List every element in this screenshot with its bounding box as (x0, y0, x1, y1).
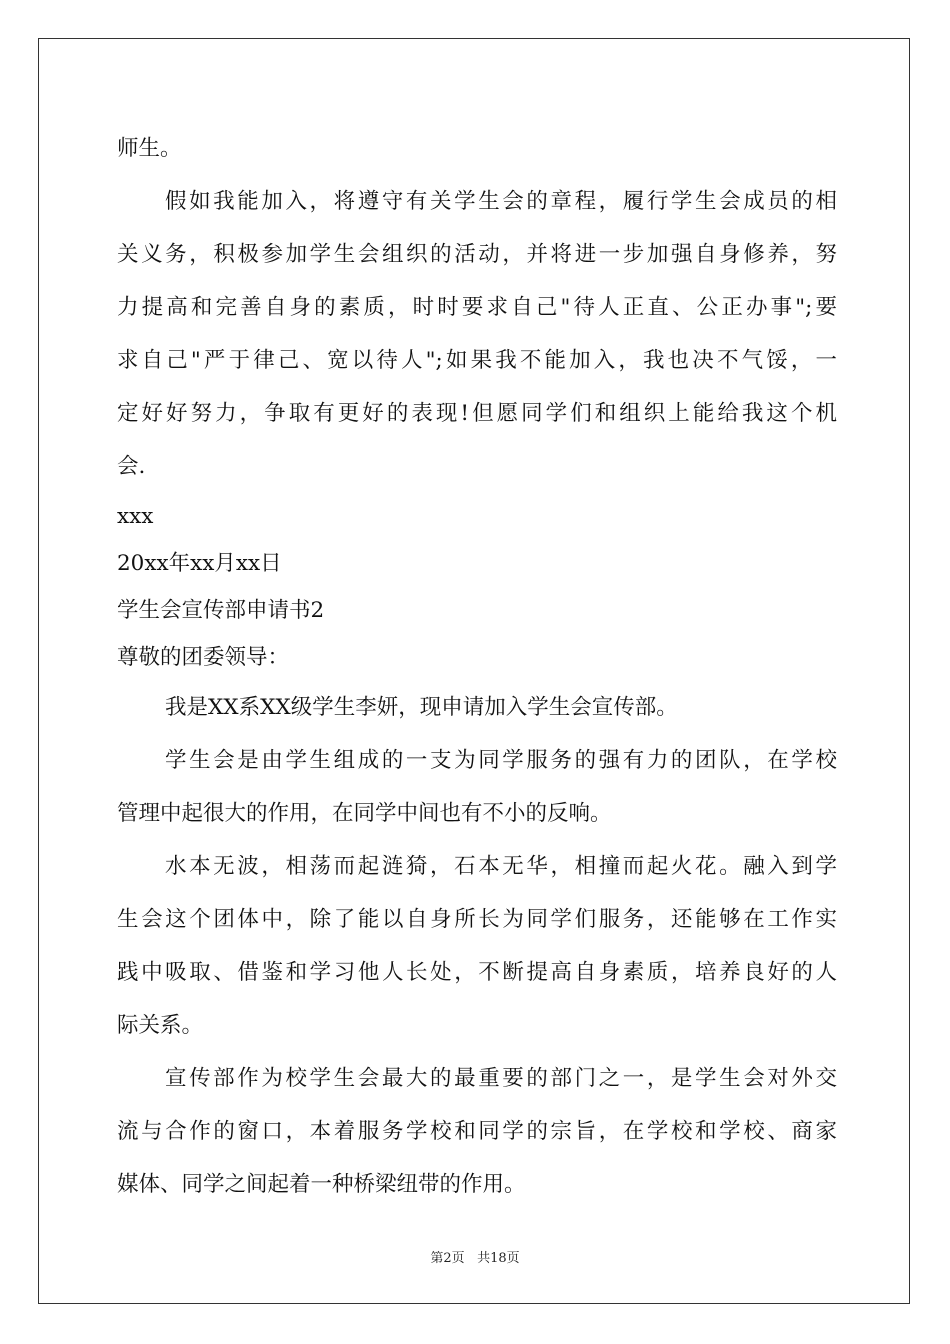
text-line: 学生会宣传部申请书2 (117, 598, 325, 623)
text-line: 定好好努力，争取有更好的表现!但愿同学们和组织上能给我这个机 (117, 401, 837, 426)
text-line: 会. (117, 454, 146, 479)
page-number: 第2页 (430, 1251, 465, 1266)
text-line: 尊敬的团委领导： (117, 645, 290, 670)
text-line: 流与合作的窗口，本着服务学校和同学的宗旨，在学校和学校、商家 (117, 1119, 837, 1144)
page-total: 共18页 (477, 1251, 520, 1266)
document-body (117, 122, 837, 1211)
text-line: 我是XX系XX级学生李妍，现申请加入学生会宣传部。 (165, 695, 678, 720)
text-line: 师生。 (117, 136, 182, 161)
text-line: 学生会是由学生组成的一支为同学服务的强有力的团队，在学校 (165, 748, 837, 773)
text-line: 关义务，积极参加学生会组织的活动，并将进一步加强自身修养，努 (117, 242, 837, 267)
text-line: 求自己"严于律己、宽以待人";如果我不能加入，我也决不气馁，一 (117, 348, 837, 373)
text-line: 20xx年xx月xx日 (117, 551, 282, 576)
footer-spacer (465, 1251, 477, 1266)
text-line: 水本无波，相荡而起涟猗，石本无华，相撞而起火花。融入到学 (165, 854, 837, 879)
text-line: 假如我能加入，将遵守有关学生会的章程，履行学生会成员的相 (165, 189, 837, 214)
text-line: 宣传部作为校学生会最大的最重要的部门之一，是学生会对外交 (165, 1066, 837, 1091)
text-line: 媒体、同学之间起着一种桥梁纽带的作用。 (117, 1172, 526, 1197)
text-line: xxx (117, 504, 154, 529)
text-line: 际关系。 (117, 1013, 204, 1038)
text-line: 践中吸取、借鉴和学习他人长处，不断提高自身素质，培养良好的人 (117, 960, 837, 985)
text-line: 力提高和完善自身的素质，时时要求自己"待人正直、公正办事";要 (117, 295, 837, 320)
text-line: 管理中起很大的作用，在同学中间也有不小的反响。 (117, 801, 612, 826)
page-footer (0, 1247, 950, 1266)
text-line: 生会这个团体中，除了能以自身所长为同学们服务，还能够在工作实 (117, 907, 837, 932)
